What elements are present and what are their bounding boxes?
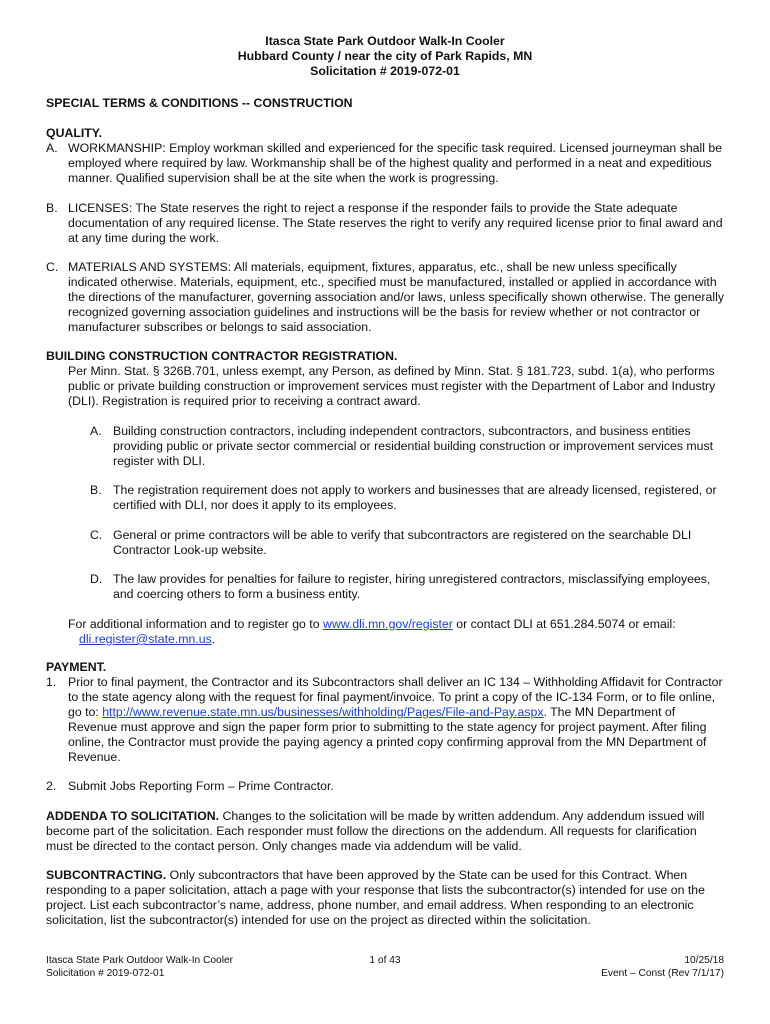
header-location: Hubbard County / near the city of Park Rapids, MN (237, 49, 533, 63)
registration-info-text: For additional information and to register go to (68, 617, 323, 631)
quality-heading: QUALITY. (46, 126, 103, 140)
registration-item-text: The law provides for penalties for failure to register, hiring unregistered contractors, misclassifying employees, and coercing others to form a business entity. (113, 572, 711, 601)
quality-item-text: MATERIALS AND SYSTEMS: All materials, equipment, fixtures, apparatus, etc., shall be new unless specifically indicated otherwise. Materials, equipment, etc., specified must be manufactured, installed or applied in accordance with the directions of the manufacturer, governing association and/or laws, unless specifically shown otherwise. The generally recognized governing association guidelines and instructions will be the basis for review whether or not contractor or manufacturer subscribes or belongs to said association. (68, 260, 724, 334)
payment-item-text: Prior to final payment, the Contractor and its Subcontractors shall deliver an IC 134 – Withholding Affidavit for Contractor to the state agency along with the request for final payment/invoice. To print a copy of the IC-134 Form, or to file online, go to: (68, 675, 723, 719)
addenda-heading: ADDENDA TO SOLICITATION. (46, 809, 220, 823)
payment-item-text: Submit Jobs Reporting Form – Prime Contractor. (68, 779, 334, 793)
registration-info-end: . (211, 632, 216, 646)
payment-item-2 (46, 779, 726, 794)
header-solicitation: Solicitation # 2019-072-01 (310, 64, 460, 78)
header-title: Itasca State Park Outdoor Walk-In Cooler (265, 34, 505, 48)
registration-item-text: General or prime contractors will be able to verify that subcontractors are registered on the searchable DLI Contractor Look-up website. (113, 528, 692, 557)
registration-info (46, 617, 726, 647)
registration-item-marker: B. (90, 483, 102, 497)
quality-item-text: LICENSES: The State reserves the right to reject a response if the responder fails to provide the State adequate documentation of any required license. The State reserves the right to verify any required license prior to final award and at any time during the work. (68, 201, 723, 245)
payment-section (46, 660, 726, 765)
registration-item-text: Building construction contractors, including independent contractors, subcontractors, and business entities providing public or private sector commercial or residential building construction or improvement services must register with DLI. (113, 424, 714, 468)
payment-item-1 (46, 675, 726, 765)
registration-info-contact: or contact DLI at 651.284.5074 or email: (452, 617, 676, 631)
footer-revision: Event – Const (Rev 7/1/17) (601, 968, 724, 979)
quality-item-marker: B. (46, 201, 58, 215)
footer-solicitation: Solicitation # 2019-072-01 (46, 968, 165, 979)
quality-item-marker: C. (46, 260, 59, 274)
quality-item-a (46, 141, 726, 186)
subcontracting-section (46, 868, 726, 928)
addenda-section (46, 809, 726, 854)
registration-heading: BUILDING CONSTRUCTION CONTRACTOR REGISTRATION. (46, 349, 398, 363)
footer-page-number: 1 of 43 (369, 955, 401, 966)
document-header (0, 34, 770, 79)
payment-heading: PAYMENT. (46, 660, 107, 674)
footer-right (601, 954, 724, 980)
subcontracting-text: Only subcontractors that have been approved by the State can be used for this Contract. When responding to a paper solicitation, attach a page with your response that lists the subcontractor(s) intended for use on the project. List each subcontractor’s name, address, phone number, and email address. When responding to an electronic solicitation, list the subcontractor(s) intended for use on the project as directed within the solicitation. (46, 868, 705, 927)
payment-item-marker: 2. (46, 779, 57, 793)
quality-section (46, 126, 726, 186)
dli-register-link[interactable]: www.dli.mn.gov/register (322, 617, 453, 631)
payment-item-text-cont: . The MN Department of Revenue must approve and sign the paper form prior to submitting to the state agency for project payment. After filing online, the Contractor must provide the paying agency a printed copy confirming approval from the MN Department of Revenue. (68, 705, 707, 764)
quality-item-b (46, 201, 726, 246)
footer-date: 10/25/18 (684, 955, 724, 966)
quality-item-c (46, 260, 726, 335)
subcontracting-heading: SUBCONTRACTING. (46, 868, 167, 882)
registration-item-d (46, 572, 726, 602)
registration-intro: Per Minn. Stat. § 326B.701, unless exempt, any Person, as defined by Minn. Stat. § 181.723, subd. 1(a), who performs public or private building construction or improvement services must register with the Department of Labor and Industry (DLI). Registration is required prior to receiving a contract award. (68, 364, 716, 408)
quality-item-text: WORKMANSHIP: Employ workman skilled and experienced for the specific task required. Licensed journeyman shall be employed where required by law. Workmanship shall be of the highest quality and performed in a neat and expeditious manner. Qualified supervision shall be at the site when the work is progressing. (68, 141, 723, 185)
registration-item-marker: D. (90, 572, 103, 586)
registration-item-marker: A. (90, 424, 102, 438)
dli-email-link[interactable]: dli.register@state.mn.us (79, 632, 212, 646)
registration-item-b (46, 483, 726, 513)
revenue-withholding-link[interactable]: http://www.revenue.state.mn.us/businesses/withholding/Pages/File-and-Pay.aspx (102, 705, 544, 719)
registration-section (46, 349, 726, 409)
registration-item-marker: C. (90, 528, 103, 542)
registration-item-c (46, 528, 726, 558)
footer-project-title: Itasca State Park Outdoor Walk-In Cooler (46, 955, 234, 966)
payment-item-marker: 1. (46, 675, 57, 689)
addenda-text: Changes to the solicitation will be made by written addendum. Any addendum issued will become part of the solicitation. Each responder must follow the directions on the addendum. All requests for clarification must be directed to the contact person. Only changes made via addendum will be valid. (46, 809, 705, 853)
quality-item-marker: A. (46, 141, 58, 155)
registration-item-text: The registration requirement does not apply to workers and businesses that are already licensed, registered, or certified with DLI, nor does it apply to its employees. (113, 483, 717, 512)
registration-item-a (46, 424, 726, 469)
special-terms-title: SPECIAL TERMS & CONDITIONS -- CONSTRUCTION (46, 96, 353, 110)
